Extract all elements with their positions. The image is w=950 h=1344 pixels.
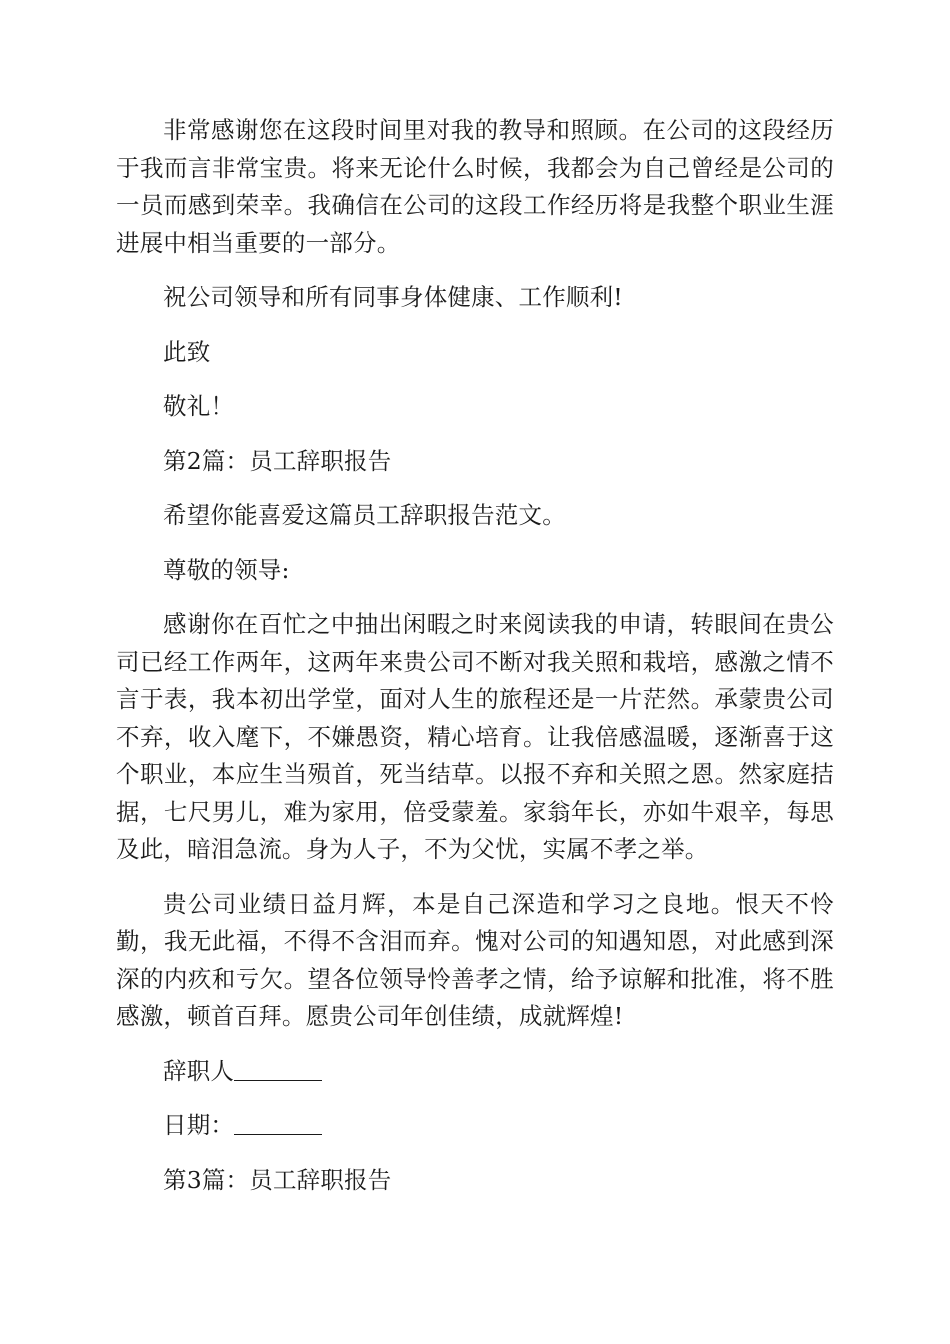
closing-jingli: 敬礼！	[163, 392, 235, 420]
date-blank	[234, 1114, 322, 1135]
signature-line	[116, 1053, 834, 1091]
section-heading-3: 第3篇：员工辞职报告	[163, 1165, 392, 1194]
signature-blank	[234, 1060, 322, 1081]
paragraph-intro: 希望你能喜爱这篇员工辞职报告范文。	[163, 501, 566, 529]
document-page	[116, 112, 834, 1199]
salutation: 尊敬的领导:	[163, 555, 290, 584]
paragraph-wishes: 祝公司领导和所有同事身体健康、工作顺利!	[163, 283, 623, 311]
closing-cizhi: 此致	[163, 337, 211, 366]
date-label: 日期：	[163, 1111, 235, 1139]
signature-label: 辞职人	[163, 1056, 235, 1085]
paragraph-body-2: 贵公司业绩日益月辉，本是自己深造和学习之良地。恨天不怜勤，我无此福，不得不含泪而弃。愧对公司的知遇知恩，对此感到深深的内疚和亏欠。望各位领导怜善孝之情，给予谅解和批准，将不胜感激，顿首百拜。愿贵公司年创佳绩，成就辉煌!	[116, 889, 834, 1030]
paragraph-body-1: 感谢你在百忙之中抽出闲暇之时来阅读我的申请，转眼间在贵公司已经工作两年，这两年来贵公司不断对我关照和栽培，感激之情不言于表，我本初出学堂，面对人生的旅程还是一片茫然。承蒙贵公司不弃，收入麾下，不嫌愚资，精心培育。让我倍感温暖，逐渐喜于这个职业，本应生当殒首，死当结草。以报不弃和关照之恩。然家庭拮据，七尺男儿，难为家用，倍受蒙羞。家翁年长，亦如牛艰辛，每思及此，暗泪急流。身为人子，不为父忧，实属不孝之举。	[116, 610, 834, 863]
paragraph-gratitude: 非常感谢您在这段时间里对我的教导和照顾。在公司的这段经历于我而言非常宝贵。将来无论什么时候，我都会为自己曾经是公司的一员而感到荣幸。我确信在公司的这段工作经历将是我整个职业生涯进展中相当重要的一部分。	[116, 116, 834, 257]
date-line	[116, 1107, 834, 1145]
section-heading-2: 第2篇：员工辞职报告	[163, 446, 392, 475]
